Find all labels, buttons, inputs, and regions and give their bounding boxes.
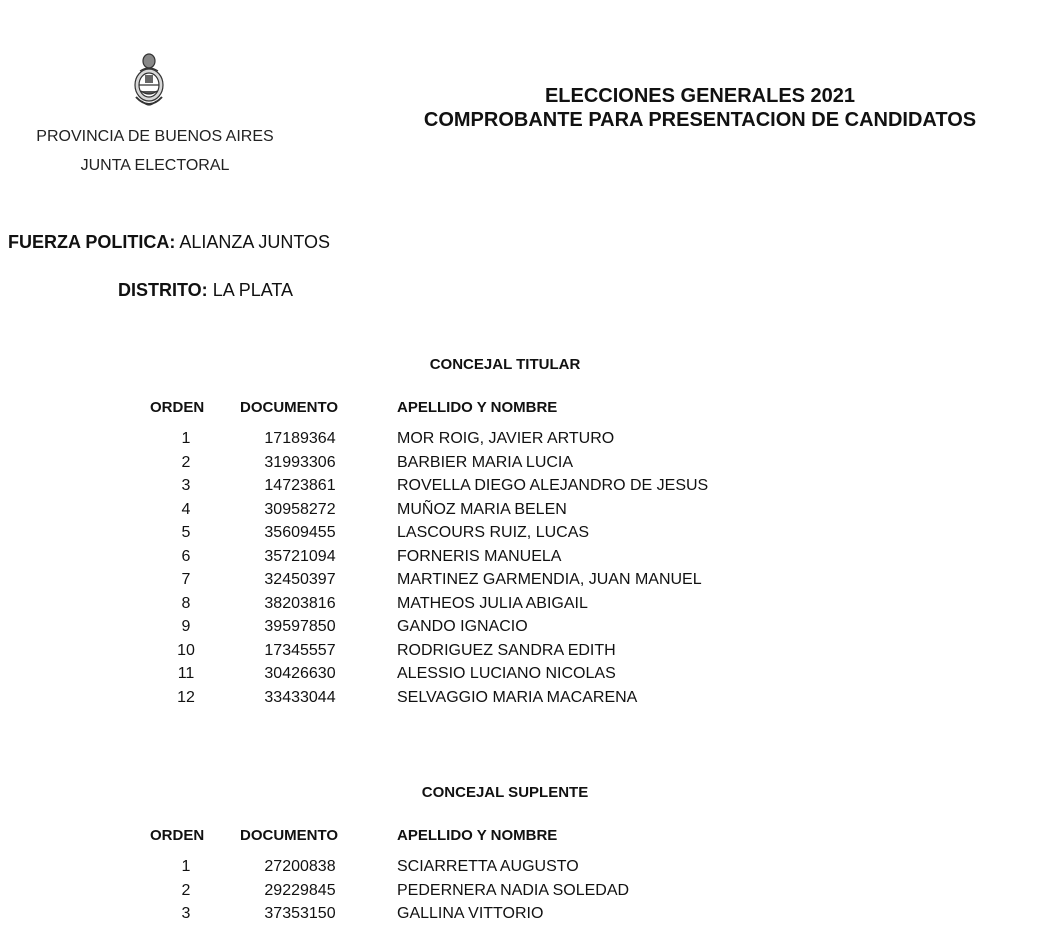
table-row [0,477,1050,500]
candidate-name: LASCOURS RUIZ, LUCAS [397,524,590,541]
candidate-name: RODRIGUEZ SANDRA EDITH [397,641,616,659]
column-header-documento: DOCUMENTO [240,827,339,844]
candidate-name: ALESSIO LUCIANO NICOLAS [397,665,616,682]
section-title-titular: CONCEJAL TITULAR [429,356,581,373]
section-title-suplente: CONCEJAL SUPLENTE [421,784,589,801]
candidate-document: 33433044 [264,688,336,706]
table-row [0,858,1050,881]
table-row [0,548,1050,571]
candidate-order: 5 [181,524,191,541]
table-row [0,524,1050,547]
table-row [0,595,1050,618]
political-force-value: ALIANZA JUNTOS [179,232,331,252]
candidate-document: 29229845 [264,881,336,899]
candidate-document: 30426630 [264,665,336,682]
candidate-document: 14723861 [264,477,336,494]
candidate-name: SELVAGGIO MARIA MACARENA [397,688,638,706]
column-header-nombre: APELLIDO Y NOMBRE [397,827,558,844]
table-row [0,571,1050,594]
column-header-orden: ORDEN [150,399,205,416]
candidate-name: MATHEOS JULIA ABIGAIL [397,594,588,612]
province-name: PROVINCIA DE BUENOS AIRES [36,128,274,145]
candidate-order: 6 [181,547,191,565]
provincial-coat-of-arms-icon [132,51,166,123]
candidate-order: 9 [181,618,191,635]
candidate-order: 2 [181,453,191,471]
candidate-name: MARTINEZ GARMENDIA, JUAN MANUEL [397,571,702,588]
candidate-document: 31993306 [264,453,336,471]
district-label: DISTRITO: [118,280,208,300]
document-title: ELECCIONES GENERALES 2021 [544,85,856,107]
candidate-document: 17189364 [264,430,336,447]
candidate-name: GANDO IGNACIO [397,618,528,635]
candidate-name: PEDERNERA NADIA SOLEDAD [397,881,630,899]
table-row [0,454,1050,477]
candidate-document: 17345557 [264,641,336,659]
district-value: LA PLATA [212,280,294,300]
candidate-name: SCIARRETTA AUGUSTO [397,858,579,875]
candidate-order: 2 [181,881,191,899]
candidate-document: 30958272 [264,500,336,518]
candidate-order: 11 [177,665,195,682]
candidate-name: MUÑOZ MARIA BELEN [397,500,567,518]
district-row [118,280,293,301]
candidate-order: 7 [181,571,191,588]
candidate-name: BARBIER MARIA LUCIA [397,453,574,471]
candidate-order: 1 [181,430,191,447]
candidate-document: 38203816 [264,594,336,612]
table-row [0,430,1050,453]
candidate-name: GALLINA VITTORIO [397,905,544,922]
political-force-label: FUERZA POLITICA: [8,232,176,252]
candidate-document: 32450397 [264,571,336,588]
document-subtitle: COMPROBANTE PARA PRESENTACION DE CANDIDATOS [423,109,977,131]
candidate-name: FORNERIS MANUELA [397,547,562,565]
candidate-order: 3 [181,477,191,494]
political-force-row [8,232,330,253]
candidate-document: 27200838 [264,858,336,875]
column-header-nombre: APELLIDO Y NOMBRE [397,399,558,416]
candidate-order: 1 [181,858,191,875]
table-row [0,689,1050,712]
candidate-document: 37353150 [264,905,336,922]
candidate-order: 10 [177,641,195,659]
candidate-order: 8 [181,594,191,612]
column-header-documento: DOCUMENTO [240,399,339,416]
table-row [0,905,1050,928]
candidate-name: ROVELLA DIEGO ALEJANDRO DE JESUS [397,477,709,494]
candidate-order: 12 [177,688,195,706]
candidate-document: 39597850 [264,618,336,635]
table-row [0,642,1050,665]
candidate-order: 4 [181,500,191,518]
board-name: JUNTA ELECTORAL [80,157,230,174]
candidate-name: MOR ROIG, JAVIER ARTURO [397,430,615,447]
candidate-order: 3 [181,905,191,922]
table-row [0,501,1050,524]
candidate-document: 35721094 [264,547,336,565]
table-row [0,882,1050,905]
column-header-orden: ORDEN [150,827,205,844]
candidate-document: 35609455 [264,524,336,541]
table-row [0,665,1050,688]
table-row [0,618,1050,641]
